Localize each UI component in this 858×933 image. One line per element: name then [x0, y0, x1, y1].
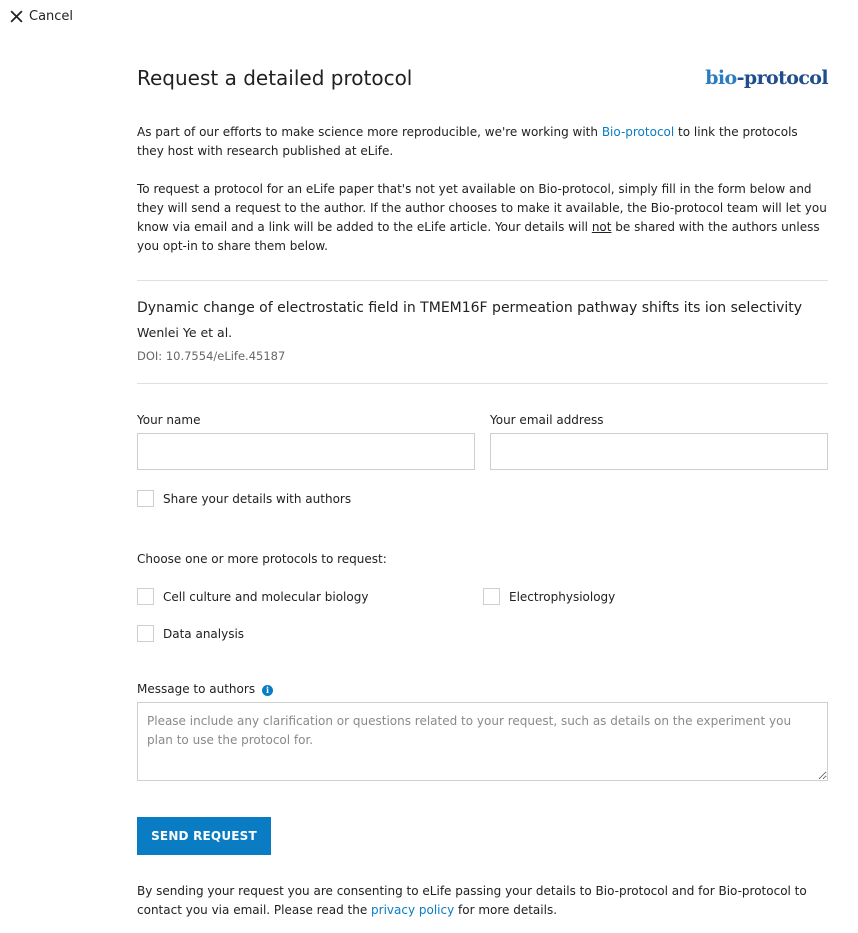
article-doi: DOI: 10.7554/eLife.45187	[137, 349, 286, 363]
protocol-option-label: Data analysis	[163, 626, 245, 641]
intro-paragraph-2: To request a protocol for an eLife paper that's not yet available on Bio-protocol, simply fill in the form below and they will send a request to the author. If the author chooses to make it available, the Bio-protocol team will let you know via email and a link will be added to the eLife article. Your details will not be shared with the authors unless you opt-in to share them below.	[137, 182, 827, 253]
bio-protocol-logo	[705, 67, 828, 89]
message-textarea[interactable]	[137, 702, 828, 781]
email-label: Your email address	[490, 413, 604, 427]
article-title: Dynamic change of electrostatic field in TMEM16F permeation pathway shifts its ion selectivity	[137, 300, 803, 316]
intro-text	[137, 123, 828, 275]
share-details-checkbox[interactable]	[137, 490, 351, 507]
cancel-button[interactable]	[10, 9, 73, 24]
info-icon[interactable]: i	[262, 685, 273, 696]
emphasis-not: not	[591, 220, 612, 234]
protocols-heading: Choose one or more protocols to request:	[137, 552, 387, 566]
email-input[interactable]	[490, 433, 828, 470]
intro-paragraph-1: As part of our efforts to make science more reproducible, we're working with Bio-protocol to link the protocols they host with research published at eLife.	[137, 125, 798, 158]
message-label: Message to authors	[137, 682, 256, 696]
article-authors: Wenlei Ye et al.	[137, 325, 233, 340]
divider	[137, 383, 828, 384]
share-details-label: Share your details with authors	[163, 491, 352, 506]
page-title: Request a detailed protocol	[137, 66, 413, 90]
protocol-option-label: Cell culture and molecular biology	[163, 589, 369, 604]
checkbox-box[interactable]	[483, 588, 500, 605]
name-label: Your name	[137, 413, 201, 427]
name-input[interactable]	[137, 433, 475, 470]
message-label-row	[137, 682, 273, 696]
protocol-option-label: Electrophysiology	[509, 589, 616, 604]
checkbox-box[interactable]	[137, 625, 154, 642]
close-icon	[10, 10, 23, 23]
logo-part-bio: bio	[705, 67, 737, 89]
checkbox-box[interactable]	[137, 490, 154, 507]
checkbox-box[interactable]	[137, 588, 154, 605]
send-request-button[interactable]: SEND REQUEST	[137, 817, 271, 855]
protocol-option-cell-culture[interactable]	[137, 588, 368, 605]
logo-part-protocol: -protocol	[736, 67, 828, 89]
cancel-label: Cancel	[29, 9, 74, 24]
protocol-option-electrophysiology[interactable]	[483, 588, 615, 605]
bio-protocol-link[interactable]: Bio-protocol	[601, 125, 675, 139]
protocol-option-data-analysis[interactable]	[137, 625, 244, 642]
consent-text: By sending your request you are consenting to eLife passing your details to Bio-protocol and for Bio-protocol to contact you via email. Please read the privacy policy for more details.	[137, 884, 807, 917]
privacy-policy-link[interactable]: privacy policy	[371, 903, 455, 917]
divider	[137, 280, 828, 281]
